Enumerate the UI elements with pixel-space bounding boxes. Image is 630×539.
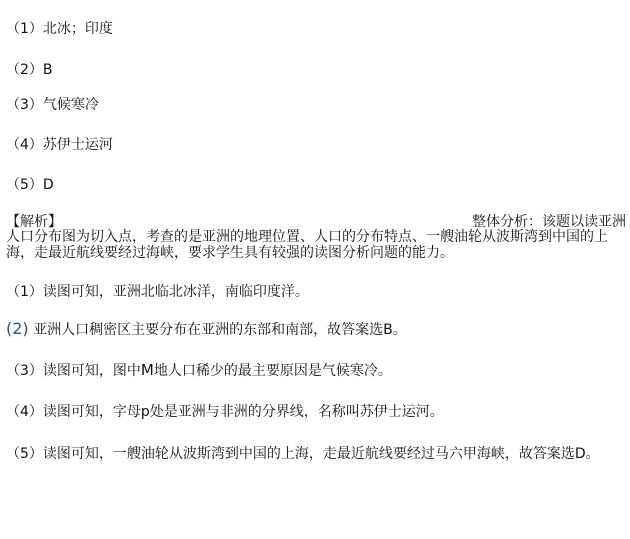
point-3-text-after: 地人口稀少的最主要原因是气候寒冷。 xyxy=(153,363,392,379)
answer-3: （3）气候寒冷 xyxy=(6,97,99,113)
answer-5: （5）D xyxy=(6,177,54,193)
analysis-summary: 人口分布图为切入点，考查的是亚洲的地理位置、人口的分布特点、一艘油轮从波斯湾到中国的上海，走最近航线要经过海峡，要求学生具有较强的读图分析问题的能力。 xyxy=(6,229,608,261)
analysis-point-3 xyxy=(6,362,392,379)
analysis-summary-prefix: 整体分析：该题以读亚洲 xyxy=(472,214,626,230)
point-3-text-before: （3）读图可知，图中 xyxy=(6,363,141,379)
point-2-text: 亚洲人口稠密区主要分布在亚洲的东部和南部，故答案选B。 xyxy=(33,322,407,338)
analysis-point-1: （1）读图可知，亚洲北临北冰洋，南临印度洋。 xyxy=(6,284,309,300)
answer-4: （4）苏伊士运河 xyxy=(6,137,113,153)
analysis-header xyxy=(6,211,626,230)
answer-1: （1）北冰；印度 xyxy=(6,21,113,37)
analysis-point-2 xyxy=(6,321,407,338)
analysis-heading: 【解析】 xyxy=(6,214,62,230)
point-2-number: (2) xyxy=(6,319,29,338)
analysis-point-4: （4）读图可知，字母p处是亚洲与非洲的分界线，名称叫苏伊士运河。 xyxy=(6,404,444,420)
analysis-point-5: （5）读图可知，一艘油轮从波斯湾到中国的上海，走最近航线要经过马六甲海峡，故答案选D。 xyxy=(6,446,600,462)
answer-2: （2）B xyxy=(6,62,53,78)
point-3-letter: M xyxy=(140,361,154,379)
